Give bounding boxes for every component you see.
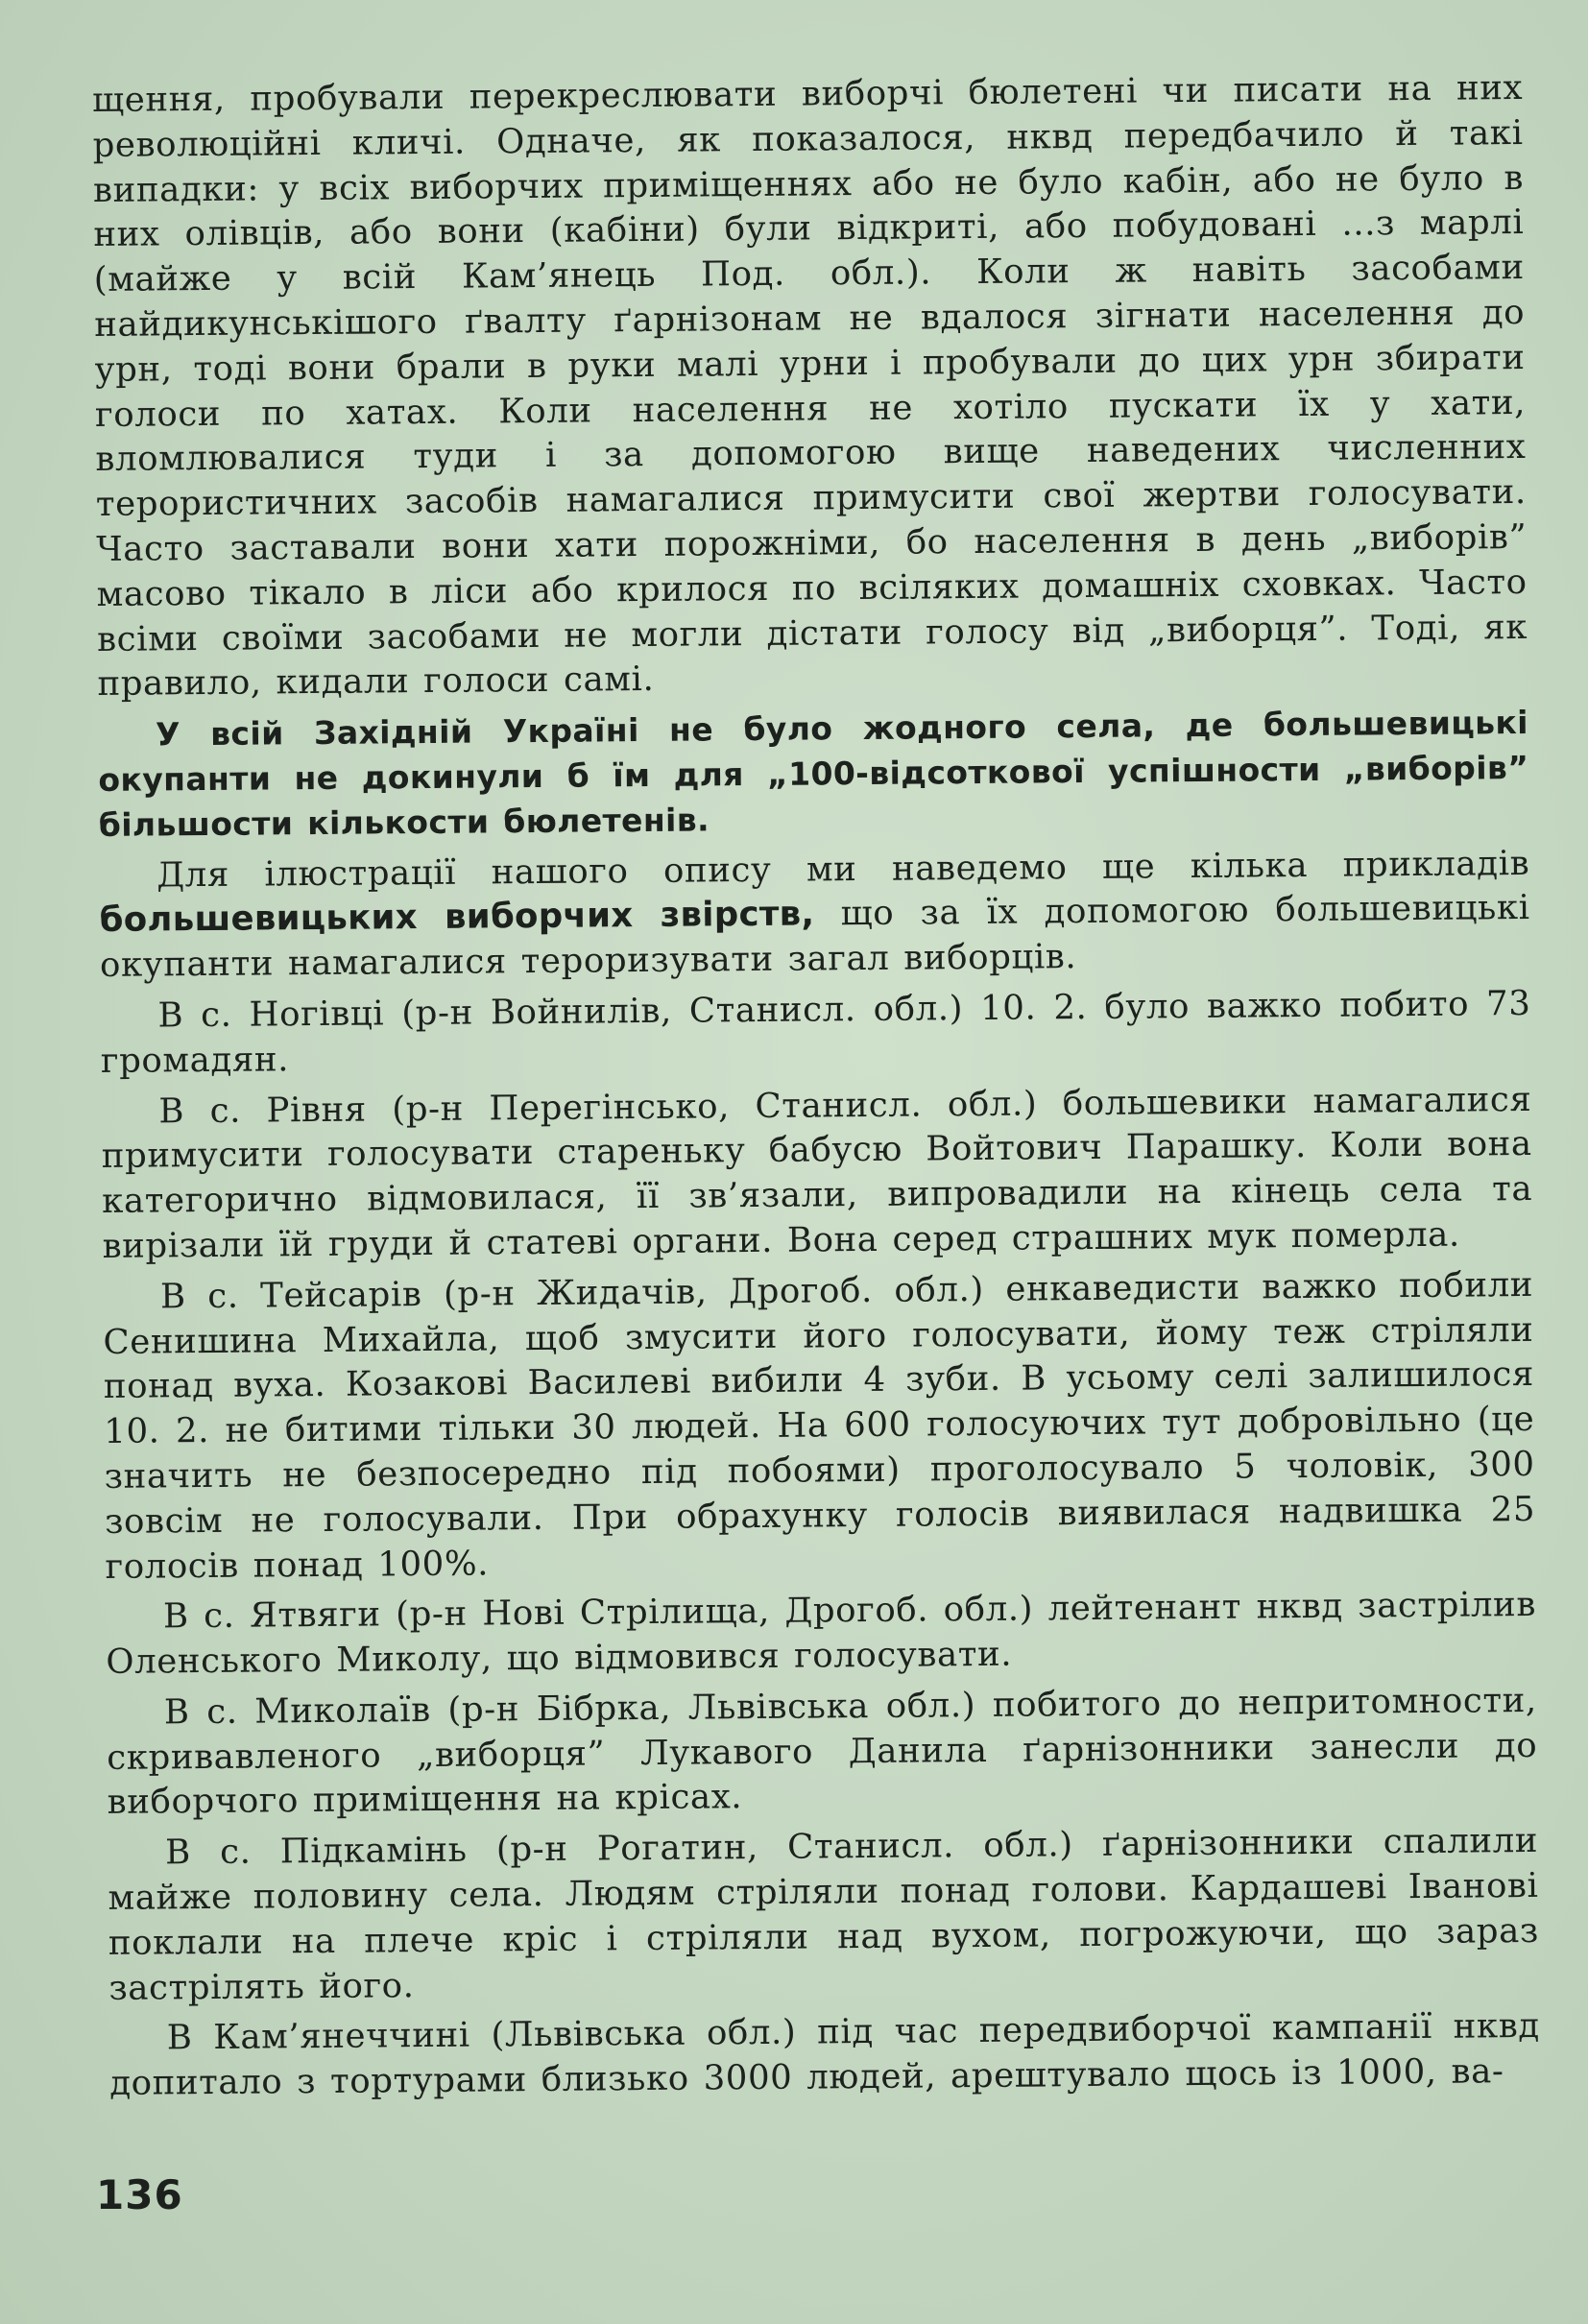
paragraph-2-bold: У всій Західній Україні не було жодного села, де большевицькі окупанти не докинули б їм для „100-відсоткової успішности „виборів” більшости кількости бюлетенів.	[98, 704, 1529, 844]
page-text	[92, 66, 1540, 2107]
paragraph-5: В с. Рівня (р-н Перегінсько, Станисл. обл.) большевики намагалися примусити голосувати стареньку бабусю Войтович Парашку. Коли вона категорично відмовилася, її зв’язали, випровадили на кінець села та вирізали їй груди й статеві органи. Вона серед страшних мук померла.	[101, 1079, 1533, 1266]
paragraph-4: В с. Ногівці (р-н Войнилів, Станисл. обл.) 10. 2. було важко побито 73 громадян.	[100, 983, 1531, 1081]
paragraph-10: В Кам’янеччині (Львівська обл.) під час передвиборчої кампанії нквд допитало з тортурами близько 3000 людей, арештувало щось із 1000, ва-	[109, 2006, 1540, 2104]
paragraph-8: В с. Миколаїв (р-н Бібрка, Львівська обл.) побитого до непритомности, скривавленого „виборця” Лукавого Данила ґарнізонники занесли до виборчого приміщення на крісах.	[107, 1680, 1538, 1823]
paragraph-9: В с. Підкамінь (р-н Рогатин, Станисл. обл.) ґарнізонники спалили майже половину села. Людям стріляли понад голови. Кардашеві Іванові поклали на плече кріс і стріляли над вухом, погрожуючи, що зараз застрілять його.	[108, 1821, 1540, 2008]
paragraph-3	[99, 842, 1530, 989]
paragraph-6: В с. Тейсарів (р-н Жидачів, Дрогоб. обл.) енкаведисти важко побили Сенишина Михайла, щоб змусити його голосувати, йому теж стріляли понад вуха. Козакові Василеві вибили 4 зуби. В усьому селі залишилося 10. 2. не битими тільки 30 людей. На 600 голосуючих тут добровільно (це значить не безпосередно під побоями) проголосувало 5 чоловік, 300 зовсім не голосували. При обрахунку голосів виявилася надвишка 25 голосів понад 100%.	[103, 1264, 1536, 1587]
paragraph-3-start: Для ілюстрації нашого опису ми наведемо ще кілька прикладів	[156, 843, 1530, 895]
paragraph-1: щення, пробували перекреслювати виборчі бюлетені чи писати на них революційні кличі. Одначе, як показалося, нквд передбачило й такі випадки: у всіх виборчих приміщеннях або не було кабін, або не було в них олівців, або вони (кабіни) були відкриті, або побудовані ...з марлі (майже у всій Кам’янець Под. обл.). Коли ж навіть засобами найдикунськішого ґвалту ґарнізонам не вдалося зігнати населення до урн, тоді вони брали в руки малі урни і пробували до цих урн збирати голоси по хатах. Коли населення не хотіло пускати їх у хати, вломлювалися туди і за допомогою вище наведених численних терористичних засобів намагалися примусити свої жертви голосувати. Часто заставали вони хати порожніми, бо населення в день „виборів” масово тікало в ліси або крилося по всіляких домашніх сховках. Часто всіми своїми засобами не могли дістати голосу від „виборця”. Тоді, як правило, кидали голоси самі.	[92, 67, 1528, 705]
paragraph-7: В с. Ятвяги (р-н Нові Стрілища, Дрогоб. обл.) лейтенант нквд застрілив Оленського Миколу, що відмовився голосувати.	[106, 1585, 1537, 1683]
paragraph-3-bold: большевицьких виборчих звірств,	[99, 894, 815, 941]
page-number: 136	[96, 2171, 183, 2218]
paragraph-3-end: що за їх допомогою большевицькі окупанти намагалися тероризувати загал виборців.	[99, 888, 1530, 986]
